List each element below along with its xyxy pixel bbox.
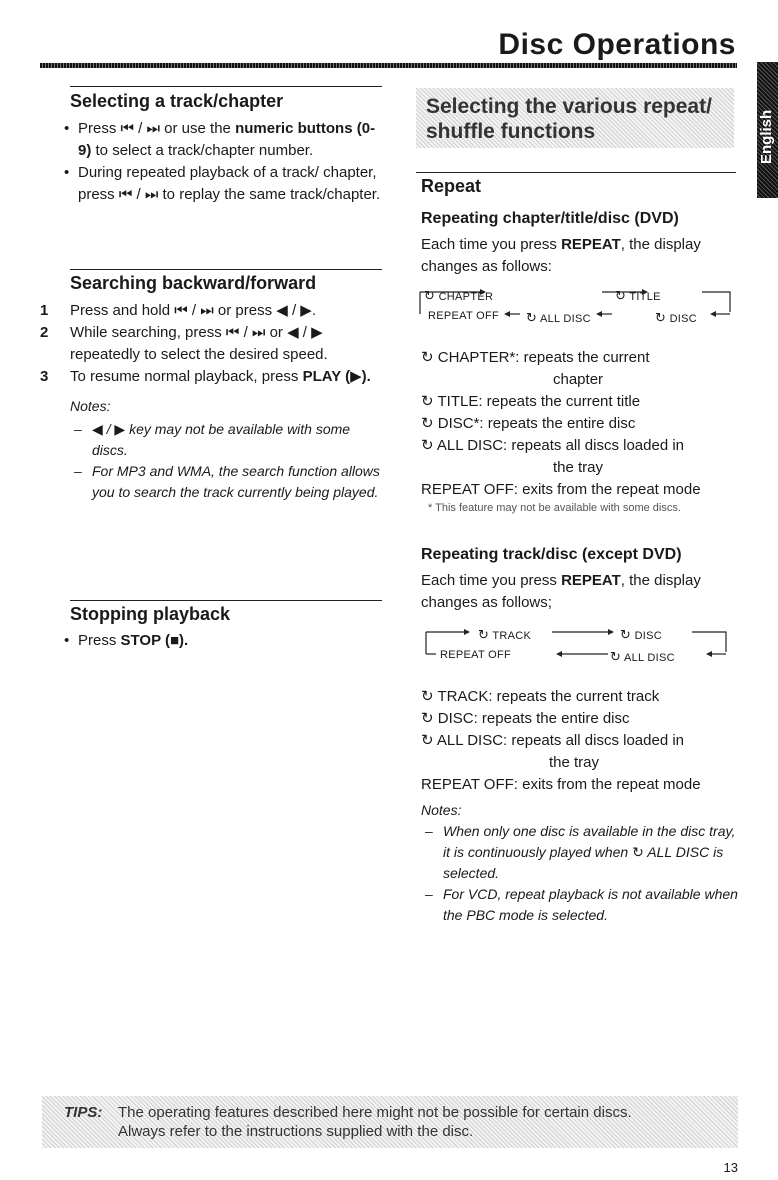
notes-label: Notes: — [421, 802, 462, 818]
list-item: ↻ ALL DISC: repeats all discs loaded in — [421, 732, 684, 749]
subtitle-track: Repeating track/disc (except DVD) — [421, 546, 682, 563]
diagram-label-chapter: ↻ CHAPTER — [424, 288, 494, 303]
repeat-icon: ↻ — [421, 710, 434, 727]
page-title: Disc Operations — [498, 28, 736, 61]
dvd-intro: Each time you press REPEAT, the display changes as follows: — [421, 236, 701, 275]
language-tab — [757, 62, 778, 198]
section-title-repeat: Repeat — [421, 176, 482, 196]
list-item: • Press STOP (■). — [62, 630, 382, 652]
notes-label: Notes: — [70, 398, 111, 414]
repeat-icon: ↻ — [421, 393, 434, 410]
tips-line-2: Always refer to the instructions supplied with the disc. — [118, 1123, 474, 1140]
track-mode-list — [421, 686, 741, 796]
track-intro: Each time you press REPEAT, the display changes as follows; — [421, 572, 701, 611]
list-item: • During repeated playback of a track/ chapter, press ⏮ / ⏭ to replay the same track/chapter. — [62, 162, 382, 206]
footnote: * This feature may not be available with some discs. — [428, 502, 681, 514]
section-rule — [70, 600, 382, 601]
list-item: 2 While searching, press ⏮ / ⏭ or ◀ / ▶ repeatedly to select the desired speed. — [40, 324, 328, 363]
list-item: ↻ DISC: repeats the entire disc — [421, 710, 630, 727]
list-item: REPEAT OFF: exits from the repeat mode — [421, 481, 701, 498]
note-item: – When only one disc is available in the disc tray, it is continuously played when ↻ ALL DISC is selected. — [421, 821, 741, 884]
repeat-icon: ↻ — [421, 415, 434, 432]
diagram-label-repeat-off: REPEAT OFF — [428, 310, 500, 322]
diagram-label-all-disc: ↻ ALL DISC — [610, 649, 675, 664]
search-body — [40, 300, 382, 503]
repeat-icon: ↻ — [610, 649, 622, 664]
select-body — [62, 118, 382, 206]
tips-box — [42, 1096, 738, 1148]
page-number: 13 — [723, 1160, 738, 1175]
language-tab-label: English — [758, 109, 775, 164]
section-title-stop: Stopping playback — [70, 604, 231, 624]
section-rule — [416, 172, 736, 173]
repeat-icon: ↻ — [421, 732, 434, 749]
note-item: – For VCD, repeat playback is not available when the PBC mode is selected. — [421, 884, 741, 926]
repeat-icon: ↻ — [424, 288, 436, 303]
list-item-cont: the tray — [549, 754, 600, 771]
subtitle-dvd: Repeating chapter/title/disc (DVD) — [421, 210, 679, 227]
section-rule — [70, 86, 382, 87]
repeat-icon: ↻ — [421, 688, 434, 705]
list-item-cont: the tray — [553, 459, 604, 476]
repeat-icon: ↻ — [615, 288, 627, 303]
note-item: – For MP3 and WMA, the search function allows you to search the track currently being played. — [70, 461, 382, 503]
list-item: ↻ TRACK: repeats the current track — [421, 688, 660, 705]
stop-body — [62, 630, 382, 652]
section-title-select: Selecting a track/chapter — [70, 91, 284, 111]
tips-line-1: The operating features described here might not be possible for certain discs. — [118, 1104, 632, 1121]
repeat-icon: ↻ — [421, 437, 434, 454]
repeat-icon: ↻ — [421, 349, 434, 366]
repeat-icon: ↻ — [478, 627, 490, 642]
list-item: • Press ⏮ / ⏭ or use the numeric buttons (0-9) to select a track/chapter number. — [62, 118, 382, 162]
repeat-icon: ↻ — [526, 310, 538, 325]
list-item: ↻ TITLE: repeats the current title — [421, 393, 641, 410]
diagram-label-all-disc: ↻ ALL DISC — [526, 310, 591, 325]
list-item: ↻ ALL DISC: repeats all discs loaded in — [421, 437, 684, 454]
repeat-icon: ↻ — [620, 627, 632, 642]
section-rule — [70, 269, 382, 270]
diagram-label-disc: ↻ DISC — [620, 627, 663, 642]
list-item: ↻ CHAPTER*: repeats the current — [421, 349, 650, 366]
tips-label: TIPS: — [64, 1104, 103, 1121]
diagram-label-title: ↻ TITLE — [615, 288, 661, 303]
note-item: – ◀ / ▶ key may not be available with some discs. — [70, 419, 382, 461]
repeat-icon: ↻ — [655, 310, 667, 325]
list-item: ↻ DISC*: repeats the entire disc — [421, 415, 636, 432]
list-item: REPEAT OFF: exits from the repeat mode — [421, 776, 701, 793]
section-banner-repeat-shuffle: Selecting the various repeat/ shuffle functions — [416, 88, 734, 148]
title-rule — [40, 63, 737, 68]
track-notes — [421, 800, 741, 926]
dvd-mode-list — [421, 347, 741, 501]
diagram-label-repeat-off: REPEAT OFF — [440, 649, 512, 661]
diagram-label-track: ↻ TRACK — [478, 627, 532, 642]
list-item: 1 Press and hold ⏮ / ⏭ or press ◀ / ▶. — [40, 302, 316, 319]
list-item: 3 To resume normal playback, press PLAY (▶). — [40, 368, 371, 385]
diagram-label-disc: ↻ DISC — [655, 310, 698, 325]
section-title-search: Searching backward/forward — [70, 273, 317, 293]
list-item-cont: chapter — [553, 371, 604, 388]
